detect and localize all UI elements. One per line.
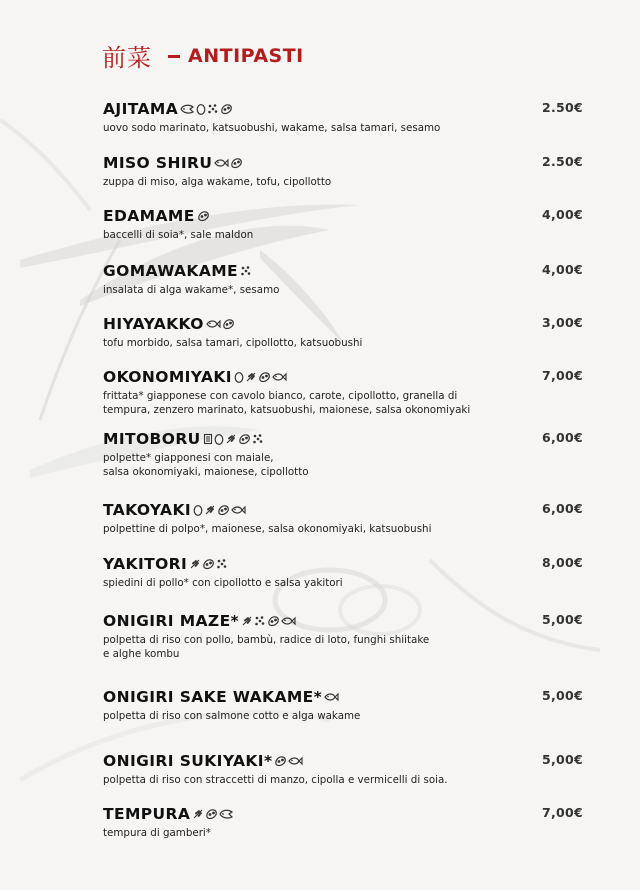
menu-item-description [103, 336, 583, 350]
menu-item [103, 430, 583, 479]
wheat-icon [204, 504, 216, 516]
menu-item-price: 2.50€ [541, 100, 583, 115]
menu-item-header [103, 368, 583, 386]
menu-item-header [103, 100, 583, 118]
sesame-icon [254, 615, 266, 627]
menu-item-header [103, 752, 583, 770]
menu-item-header [103, 207, 583, 225]
fish-icon [324, 691, 339, 703]
menu-item-header [103, 688, 583, 706]
egg-icon [193, 504, 203, 516]
menu-item-header [103, 154, 583, 172]
soy-icon [197, 210, 210, 222]
wheat-icon [245, 371, 257, 383]
menu-item-name: GOMAWAKAME [103, 262, 239, 280]
menu-item [103, 688, 583, 723]
egg-icon [214, 433, 224, 445]
menu-item-name: MISO SHIRU [103, 154, 213, 172]
menu-item-name: ONIGIRI MAZE* [103, 612, 240, 630]
menu-item-description [103, 576, 583, 590]
soy-icon [202, 558, 215, 570]
menu-item-description [103, 633, 583, 661]
allergen-icons [206, 318, 235, 330]
soy-icon [217, 504, 230, 516]
header-kanji: 前菜 [102, 44, 152, 72]
menu-item-price: 5,00€ [541, 688, 583, 703]
allergen-icons [241, 615, 296, 627]
description-line: polpetta di riso con salmone cotto e alga wakame [103, 710, 361, 722]
description-line: polpetta di riso con pollo, bambù, radice di loto, funghi shiitake [103, 634, 430, 646]
description-line: e alghe kombu [103, 648, 180, 660]
menu-item-header [103, 262, 583, 280]
allergen-icons [274, 755, 303, 767]
allergen-icons [192, 808, 234, 820]
description-line: tofu morbido, salsa tamari, cipollotto, katsuobushi [103, 337, 363, 349]
sesame-icon [252, 433, 264, 445]
menu-item-price: 6,00€ [541, 430, 583, 445]
description-line: zuppa di miso, alga wakame, tofu, cipollotto [103, 176, 332, 188]
description-line: spiedini di pollo* con cipollotto e salsa yakitori [103, 577, 343, 589]
allergen-icons [180, 103, 233, 115]
shrimp-icon [219, 808, 234, 820]
fish-icon [281, 615, 296, 627]
menu-item-price: 3,00€ [541, 315, 583, 330]
menu-item-header [103, 315, 583, 333]
menu-item-description [103, 826, 583, 840]
menu-item [103, 612, 583, 661]
sesame-icon [240, 265, 252, 277]
menu-item [103, 555, 583, 590]
menu-item-name: TEMPURA [103, 805, 191, 823]
allergen-icons [189, 558, 228, 570]
section-header [102, 38, 304, 73]
description-line: insalata di alga wakame*, sesamo [103, 284, 280, 296]
soy-icon [267, 615, 280, 627]
page-title: ANTIPASTI [188, 44, 304, 67]
allergen-icons [214, 157, 243, 169]
menu-item [103, 154, 583, 189]
menu-item-name: ONIGIRI SAKE WAKAME* [103, 688, 323, 706]
egg-icon [196, 103, 206, 115]
menu-item-price: 4,00€ [541, 262, 583, 277]
description-line: polpette* giapponesi con maiale, [103, 452, 274, 464]
menu-item-header [103, 612, 583, 630]
menu-item-price: 5,00€ [541, 612, 583, 627]
description-line: polpettine di polpo*, maionese, salsa okonomiyaki, katsuobushi [103, 523, 432, 535]
wheat-icon [189, 558, 201, 570]
fish-icon [206, 318, 221, 330]
allergen-icons [193, 504, 246, 516]
wheat-icon [192, 808, 204, 820]
menu-item [103, 207, 583, 242]
soy-icon [205, 808, 218, 820]
soy-icon [230, 157, 243, 169]
menu-item-price: 7,00€ [541, 368, 583, 383]
menu-item-header [103, 555, 583, 573]
menu-item-name: HIYAYAKKO [103, 315, 204, 333]
menu-item-name: EDAMAME [103, 207, 195, 225]
menu-item [103, 262, 583, 297]
menu-item-header [103, 430, 583, 448]
soy-icon [238, 433, 251, 445]
allergen-icons [234, 371, 287, 383]
menu-item-header [103, 805, 583, 823]
shrimp-icon [180, 103, 195, 115]
menu-item-name: AJITAMA [103, 100, 179, 118]
fish-icon [231, 504, 246, 516]
menu-item-name: ONIGIRI SUKIYAKI* [103, 752, 273, 770]
allergen-icons [324, 691, 339, 703]
description-line: baccelli di soia*, sale maldon [103, 229, 254, 241]
header-dash [168, 55, 180, 58]
menu-item-price: 6,00€ [541, 501, 583, 516]
allergen-icons [197, 210, 210, 222]
menu-item-name: TAKOYAKI [103, 501, 192, 519]
menu-item-description [103, 773, 583, 787]
menu-item [103, 501, 583, 536]
menu-item-description [103, 228, 583, 242]
menu-item [103, 100, 583, 135]
menu-item [103, 752, 583, 787]
menu-item-name: YAKITORI [103, 555, 188, 573]
fish-icon [288, 755, 303, 767]
menu-item-description [103, 121, 583, 135]
menu-item-description [103, 389, 583, 417]
menu-item-description [103, 283, 583, 297]
menu-item-price: 5,00€ [541, 752, 583, 767]
fish-icon [214, 157, 229, 169]
description-line: frittata* giapponese con cavolo bianco, carote, cipollotto, granella di [103, 390, 458, 402]
wheat-icon [225, 433, 237, 445]
soy-icon [274, 755, 287, 767]
allergen-icons [240, 265, 252, 277]
menu-item-description [103, 175, 583, 189]
menu-item [103, 368, 583, 417]
soy-icon [220, 103, 233, 115]
fish-icon [272, 371, 287, 383]
menu-item [103, 315, 583, 350]
menu-item-name: OKONOMIYAKI [103, 368, 232, 386]
menu-item-price: 4,00€ [541, 207, 583, 222]
sesame-icon [207, 103, 219, 115]
menu-item-description [103, 451, 583, 479]
menu-item [103, 805, 583, 840]
description-line: tempura, zenzero marinato, katsuobushi, maionese, salsa okonomiyaki [103, 404, 471, 416]
sesame-icon [216, 558, 228, 570]
soy-icon [222, 318, 235, 330]
wheat-icon [241, 615, 253, 627]
soy-icon [258, 371, 271, 383]
description-line: salsa okonomiyaki, maionese, cipollotto [103, 466, 309, 478]
celery-icon [203, 433, 213, 445]
allergen-icons [203, 433, 264, 445]
description-line: uovo sodo marinato, katsuobushi, wakame, salsa tamari, sesamo [103, 122, 441, 134]
menu-item-price: 8,00€ [541, 555, 583, 570]
description-line: tempura di gamberi* [103, 827, 211, 839]
menu-item-header [103, 501, 583, 519]
menu-item-description [103, 522, 583, 536]
menu-item-price: 7,00€ [541, 805, 583, 820]
menu-item-name: MITOBORU [103, 430, 201, 448]
menu-item-price: 2.50€ [541, 154, 583, 169]
menu-item-description [103, 709, 583, 723]
egg-icon [234, 371, 244, 383]
description-line: polpetta di riso con straccetti di manzo, cipolla e vermicelli di soia. [103, 774, 448, 786]
